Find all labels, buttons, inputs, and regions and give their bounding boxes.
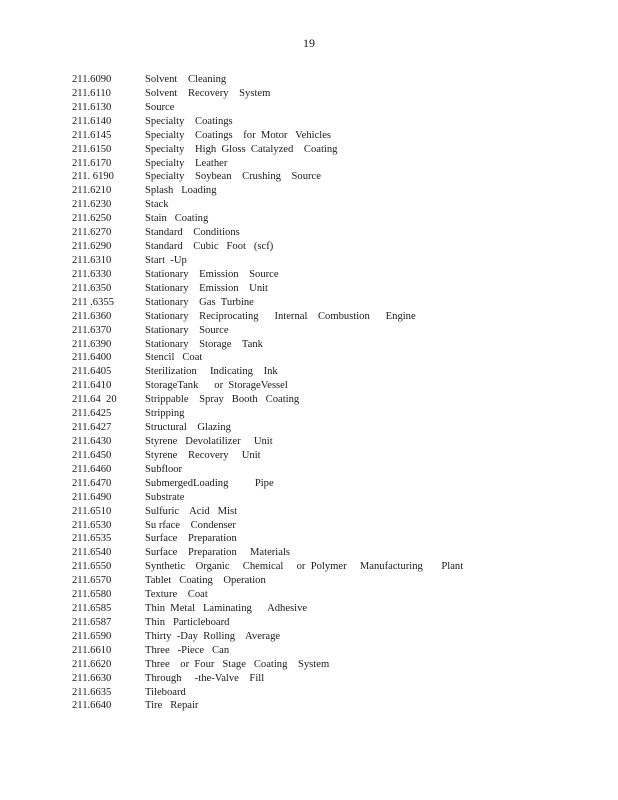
defined-term: Stationary Emission Unit: [145, 282, 269, 294]
defined-term: Styrene Devolatilizer Unit: [145, 435, 273, 447]
section-code: 211.6170: [72, 157, 112, 169]
section-code: 211.6640: [72, 700, 112, 712]
section-code: 211.6140: [72, 115, 112, 127]
defined-term: Stripping: [145, 408, 185, 420]
list-item: [72, 365, 592, 379]
section-code: 211.6230: [72, 199, 112, 211]
section-code: 211.6150: [72, 143, 112, 155]
list-item: [72, 338, 592, 352]
list-item: [72, 310, 592, 324]
section-code: 211.6250: [72, 213, 112, 225]
list-item: [72, 532, 592, 546]
defined-term: Styrene Recovery Unit: [145, 449, 261, 461]
list-item: [72, 546, 592, 560]
section-code: 211. 6190: [72, 171, 114, 183]
section-code: 211.6290: [72, 241, 112, 253]
defined-term: Stationary Reciprocating Internal Combustion Engine: [145, 310, 416, 322]
defined-term: Start -Up: [145, 254, 187, 266]
defined-term: Three -Piece Can: [145, 644, 230, 656]
section-code: 211.6350: [72, 282, 112, 294]
defined-term: Solvent Cleaning: [145, 74, 227, 85]
defined-term: Su rface Condenser: [145, 519, 236, 531]
defined-term: Subfloor: [145, 463, 183, 475]
section-code: 211.6310: [72, 254, 112, 266]
section-code: 211.6510: [72, 505, 112, 517]
section-code: 211.6427: [72, 422, 112, 434]
defined-term: Stencil Coat: [145, 352, 203, 364]
list-item: [72, 170, 592, 184]
list-item: [72, 393, 592, 407]
section-code: 211.6430: [72, 435, 112, 447]
section-code: 211.6587: [72, 616, 112, 628]
list-item: [72, 87, 592, 101]
section-code: 211.6210: [72, 185, 112, 197]
list-item: [72, 240, 592, 254]
list-item: [72, 477, 592, 491]
defined-term: Standard Conditions: [145, 227, 240, 239]
defined-term: Specialty Coatings: [145, 115, 233, 127]
section-code: 211.6110: [72, 87, 111, 99]
list-item: [72, 491, 592, 505]
list-item: [72, 268, 592, 282]
section-code: 211.6370: [72, 324, 112, 336]
defined-term: Stack: [145, 199, 169, 211]
section-code: 211 .6355: [72, 296, 114, 308]
list-item: [72, 226, 592, 240]
defined-term: StorageTank or StorageVessel: [145, 380, 288, 392]
section-code: 211.6490: [72, 491, 112, 503]
defined-term: Through -the-Valve Fill: [145, 672, 265, 684]
list-item: [72, 686, 592, 700]
section-code: 211.6400: [72, 352, 112, 364]
list-item: [72, 616, 592, 630]
list-item: [72, 115, 592, 129]
section-code: 211.6570: [72, 575, 112, 587]
section-code: 211.6550: [72, 561, 112, 573]
list-item: [72, 588, 592, 602]
list-item: [72, 505, 592, 519]
section-code: 211.6425: [72, 408, 112, 420]
list-item: [72, 282, 592, 296]
section-code: 211.6360: [72, 310, 112, 322]
section-code: 211.6630: [72, 672, 112, 684]
list-item: [72, 351, 592, 365]
defined-term: Splash Loading: [145, 185, 217, 197]
defined-term: Standard Cubic Foot (scf): [145, 241, 274, 253]
section-code: 211.6330: [72, 268, 112, 280]
defined-term: Synthetic Organic Chemical or Polymer Manufacturing Plant: [145, 561, 464, 573]
list-item: [72, 449, 592, 463]
list-item: [72, 324, 592, 338]
section-code: 211.6635: [72, 686, 112, 698]
list-item: [72, 519, 592, 533]
defined-term: SubmergedLoading Pipe: [145, 477, 274, 489]
list-item: [72, 184, 592, 198]
defined-term: Texture Coat: [145, 589, 208, 601]
section-code: 211.6470: [72, 477, 112, 489]
defined-term: Stationary Storage Tank: [145, 338, 263, 350]
list-item: [72, 157, 592, 171]
list-item: [72, 672, 592, 686]
list-item: [72, 101, 592, 115]
list-item: [72, 73, 592, 87]
defined-term: Thin Particleboard: [145, 616, 230, 628]
defined-term: Sterilization Indicating Ink: [145, 366, 278, 378]
section-code: 211.6090: [72, 74, 112, 85]
list-item: [72, 129, 592, 143]
defined-term: Three or Four Stage Coating System: [145, 658, 330, 670]
section-code: 211.6405: [72, 366, 112, 378]
section-code: 211.6130: [72, 101, 112, 113]
defined-term: Thirty -Day Rolling Average: [145, 630, 281, 642]
list-item: [72, 435, 592, 449]
section-code: 211.6450: [72, 449, 112, 461]
section-code: 211.6620: [72, 658, 112, 670]
section-code: 211.6590: [72, 630, 112, 642]
section-code: 211.6580: [72, 589, 112, 601]
defined-term: Sulfuric Acid Mist: [145, 505, 238, 517]
defined-term: Surface Preparation: [145, 533, 237, 545]
section-code: 211.6145: [72, 129, 112, 141]
list-item: [72, 143, 592, 157]
defined-term: Substrate: [145, 491, 185, 503]
section-code: 211.6535: [72, 533, 112, 545]
list-item: [72, 463, 592, 477]
defined-term: Stationary Source: [145, 324, 229, 336]
defined-term: Stationary Emission Source: [145, 268, 279, 280]
section-code: 211.6585: [72, 603, 112, 615]
section-code: 211.64 20: [72, 394, 117, 406]
list-item: [72, 560, 592, 574]
list-item: [72, 630, 592, 644]
list-item: [72, 658, 592, 672]
list-item: [72, 212, 592, 226]
list-item: [72, 421, 592, 435]
defined-term: Specialty Leather: [145, 157, 228, 169]
defined-term: Specialty Soybean Crushing Source: [145, 171, 321, 183]
list-item: [72, 574, 592, 588]
defined-term: Strippable Spray Booth Coating: [145, 394, 300, 406]
list-item: [72, 296, 592, 310]
section-code: 211.6460: [72, 463, 112, 475]
definition-list: [72, 73, 592, 713]
defined-term: Solvent Recovery System: [145, 87, 271, 99]
section-code: 211.6410: [72, 380, 112, 392]
defined-term: Surface Preparation Materials: [145, 547, 291, 559]
list-item: [72, 379, 592, 393]
list-item: [72, 254, 592, 268]
defined-term: Tire Repair: [145, 700, 199, 712]
list-item: [72, 198, 592, 212]
section-code: 211.6270: [72, 227, 112, 239]
page-number: 19: [303, 36, 315, 50]
list-item: [72, 602, 592, 616]
defined-term: Source: [145, 101, 175, 113]
defined-term: Tablet Coating Operation: [145, 575, 266, 587]
defined-term: Stationary Gas Turbine: [145, 296, 254, 308]
defined-term: Specialty High Gloss Catalyzed Coating: [145, 143, 338, 155]
section-code: 211.6390: [72, 338, 112, 350]
defined-term: Structural Glazing: [145, 422, 231, 434]
list-item: [72, 644, 592, 658]
defined-term: Specialty Coatings for Motor Vehicles: [145, 129, 332, 141]
defined-term: Stain Coating: [145, 213, 209, 225]
list-item: [72, 699, 592, 713]
list-item: [72, 407, 592, 421]
section-code: 211.6540: [72, 547, 112, 559]
defined-term: Tileboard: [145, 686, 186, 698]
defined-term: Thin Metal Laminating Adhesive: [145, 603, 308, 615]
section-code: 211.6530: [72, 519, 112, 531]
section-code: 211.6610: [72, 644, 112, 656]
